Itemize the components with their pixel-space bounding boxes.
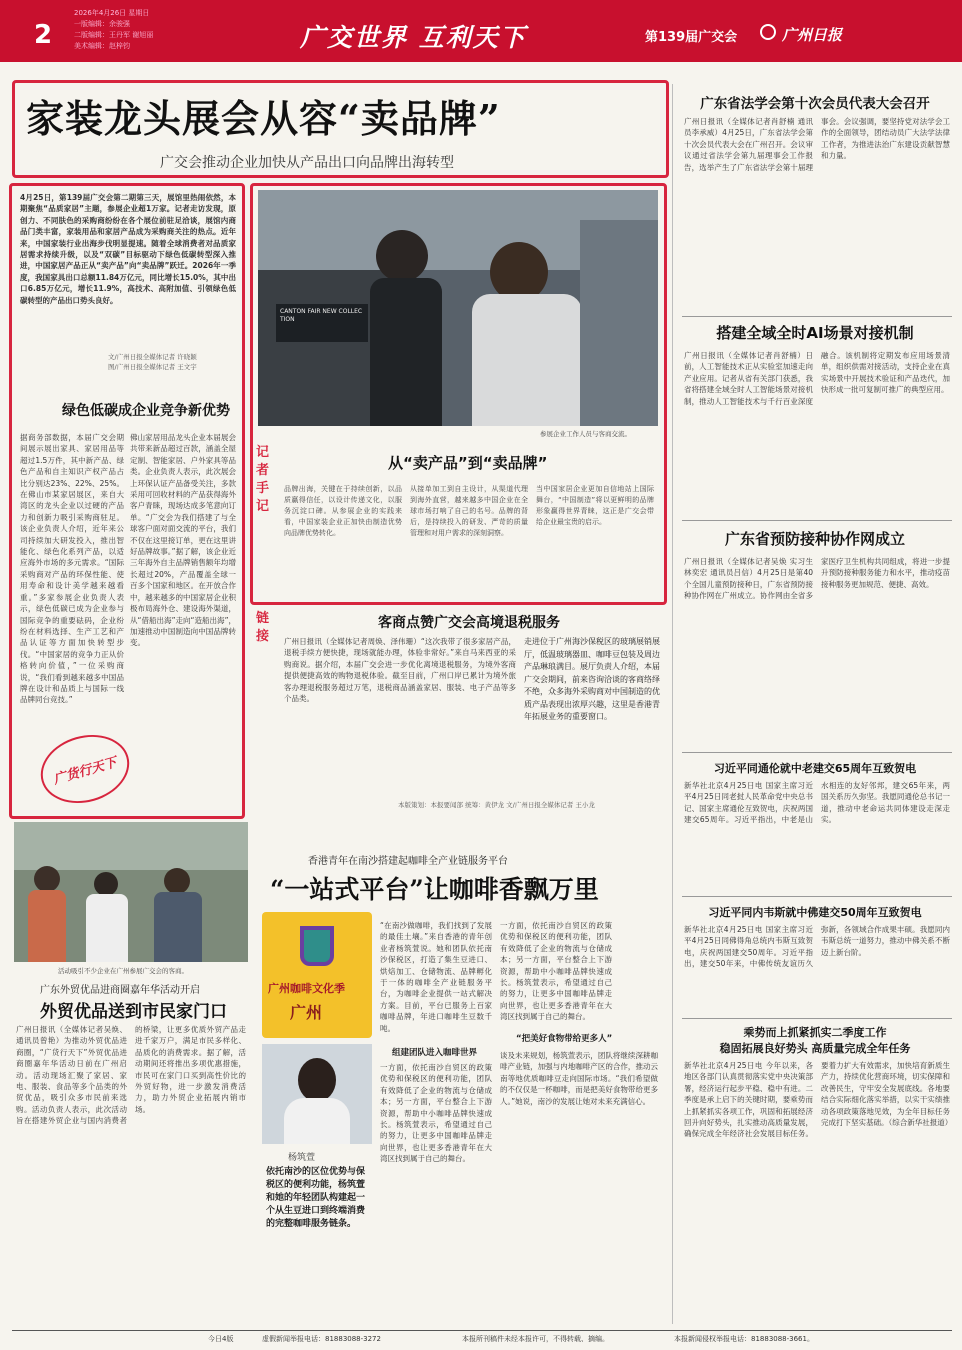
lead-intro: 4月25日，第139届广交会第二期第三天，展馆里热闹依然，本期聚焦“品质家居”主题，参展企业超1万家。记者走访发现，原创力、不同肤色的采购商纷纷在各个展位前驻足洽谈，展馆内商品门类丰富，家装用品和家居产品成为采购商关注的热点。近年来，中国家装行业出海步伐明显提速。随着全球消费者对品质家居需求持续升级，以及“双碳”目标驱动下绿色低碳转型深入推进，中国家居产品正从“卖产品”向“卖品牌”跃迁。2026年一季度，我国家具出口总额11.84万亿元，同比增长15.0%，其中出口6.85万亿元，增长11.9%，高技术、高附加值、引领绿色低碳转型的产品出口势头良好。 bbox=[20, 193, 236, 305]
trade-body: 广州日报讯（全媒体记者吴焕、通讯员曾艳）为推动外贸优品进商圈，“广货行天下”外贸优品进商圈嘉年华活动日前在广州启动。活动现场汇聚了家居、家电、服装、食品等多个品类的外贸优品，吸引众多市民前来选购。活动负责人表示，此次活动旨在搭建外贸企业与国内消费者的桥梁，让更多优质外贸产品走进千家万户，满足市民多样化、品质化的消费需求。据了解，活动期间还将推出多项优惠措施，市民可在家门口买到高性价比的外贸好物，进一步激发消费活力，助力外贸企业拓展内销市场。 bbox=[16, 1025, 246, 1126]
booth-sign bbox=[276, 304, 368, 342]
right-body: 广州日报讯（全媒体记者吴焕 实习生林奕宏 通讯员吕信）4月25日是第40个全国儿童预防接种日，广东省预防接种协作网在广州成立。协作网由全省多家医疗卫生机构共同组成，将进一步提升预防接种服务能力和水平，推动疫苗接种服务更加规范、便捷、高效。 bbox=[684, 557, 950, 601]
coffee-body: 一方面，依托南沙自贸区的政策优势和保税区的便利功能，团队有效降低了企业的物流与仓储成本；另一方面，平台整合上下游资源，帮助中小咖啡品牌快速成长。杨筑萱表示，希望通过自己的努力，让更多中国咖啡品牌走向世界，也让更多香港青年在大湾区找到属于自己的舞台。 bbox=[380, 1063, 492, 1164]
paper-name: 广州日报 bbox=[782, 26, 843, 44]
coffee-subhead: “把美好食物带给更多人” bbox=[516, 1034, 613, 1044]
reporter-note-label: 记者手记 bbox=[256, 445, 270, 514]
lead-col-2: 佛山家居用品龙头企业本届展会共带来新品超过百款，涵盖全屋定制、智能家居、户外家具等品类。企业负责人表示，此次展会上环保认证产品备受关注，多款采用可回收材料的产品获得海外客户青睐，现场达成多笔意向订单。“广交会为我们搭建了与全球客户面对面交流的平台，我们不仅在这里接订单，更在这里讲好品牌故事。”据了解，该企业近三年海外自主品牌销售额年均增长超过20%，产品覆盖全球一百多个国家和地区。在开放合作中，越来越多的中国家居企业积极布局海外仓、建设海外渠道，从“借船出海”走向“造船出海”，加速推动中国制造向中国品牌转变。 bbox=[130, 433, 236, 648]
lead-photo-caption: 参展企业工作人员与客商交流。 bbox=[540, 430, 631, 438]
footer-hotline: 虚假新闻举报电话：81883088-3272 bbox=[262, 1335, 381, 1343]
paper-logo-icon bbox=[760, 24, 776, 40]
right-headline: 搭建全域全时AI场景对接机制 bbox=[716, 324, 914, 342]
right-headline: 习近平同内韦斯就中佛建交50周年互致贺电 bbox=[708, 906, 922, 919]
coffee-badge-title: 广州咖啡文化季 bbox=[268, 982, 345, 995]
masthead-banner: 广交世界 互利天下 bbox=[300, 23, 527, 52]
link-right-col: 走进位于广州海沙保税区的玻璃展销展厅，低温玻璃器皿、咖啡豆包装及周边产品琳琅满目。展厅负责人介绍，本届广交会期间，前来咨询洽谈的客商络绎不绝，众多海外采购商对中国制造的优质产品表现出浓厚兴趣，这里是香港青年拓展业务的重要窗口。 bbox=[524, 637, 660, 721]
reporter-note-col: 品牌出海，关键在于持续创新，以品质赢得信任，以设计传递文化，以服务沉淀口碑。从参展企业的实践来看，中国家装企业正加快由制造优势向品牌优势转化。 bbox=[284, 485, 402, 537]
coffee-subhead: 组建团队进入咖啡世界 bbox=[392, 1048, 478, 1058]
trade-headline: 外贸优品送到市民家门口 bbox=[40, 1002, 227, 1022]
event-photo bbox=[14, 822, 248, 962]
right-body: 广州日报讯（全媒体记者肖舒楠）日前，人工智能技术正从实验室加速走向产业应用。记者从省有关部门获悉，我省将搭建全域全时人工智能场景对接机制，推动人工智能技术与千行百业深度融合。该机制将定期发布应用场景清单，组织供需对接活动，支持企业在真实场景中开展技术验证和产品迭代，加快形成一批可复制可推广的典型应用。 bbox=[684, 351, 950, 406]
link-label: 链接 bbox=[256, 611, 270, 644]
lead-headline: 家装龙头展会从容“卖品牌” bbox=[26, 96, 501, 141]
page-number: 2 bbox=[34, 20, 53, 50]
masthead-editor: 二版编辑：王丹军 谢旭丽 bbox=[74, 31, 154, 39]
right-headline: 稳固拓展良好势头 高质量完成全年任务 bbox=[719, 1042, 911, 1055]
right-headline: 广东省法学会第十次会员代表大会召开 bbox=[700, 96, 930, 112]
masthead-editor: 一版编辑：余骏强 bbox=[74, 20, 130, 28]
coffee-badge-sub: 广州 bbox=[290, 1003, 323, 1022]
coffee-cup-icon bbox=[300, 926, 334, 966]
coffee-body: 一方面，依托南沙自贸区的政策优势和保税区的便利功能，团队有效降低了企业的物流与仓储成本；另一方面，平台整合上下游资源，帮助中小咖啡品牌快速成长。杨筑萱表示，希望通过自己的努力，让更多中国咖啡品牌走向世界，也让更多香港青年在大湾区找到属于自己的舞台。 bbox=[500, 921, 612, 1022]
link-headline: 客商点赞广交会高境退税服务 bbox=[378, 615, 560, 631]
right-body: 广州日报讯（全媒体记者肖舒楠 通讯员李承威）4月25日，广东省法学会第十次会员代表大会在广州召开。会议审议通过省法学会第九届理事会工作报告，选举产生了广东省法学会第十届理事会。会议强调，要坚持党对法学会工作的全面领导，团结动员广大法学法律工作者，为推进法治广东建设贡献智慧和力量。 bbox=[684, 117, 950, 172]
reporter-note-col: 当中国家居企业更加自信地站上国际舞台，“中国制造”将以更鲜明的品牌形象赢得世界青睐，这正是广交会带给企业最宝贵的启示。 bbox=[536, 485, 654, 526]
right-body: 新华社北京4月25日电 国家主席习近平4月25日同佛得角总统内韦斯互致贺电，庆祝两国建交50周年。习近平指出，建交50年来，中佛传统友谊历久弥新，各领域合作成果丰硕。我愿同内韦斯总统一道努力，推动中佛关系不断迈上新台阶。 bbox=[684, 925, 950, 969]
right-headline: 习近平同通伦就中老建交65周年互致贺电 bbox=[713, 762, 917, 775]
right-headline: 乘势而上抓紧抓实二季度工作 bbox=[743, 1026, 887, 1039]
right-headline: 广东省预防接种协作网成立 bbox=[724, 530, 905, 548]
lead-section-head: 绿色低碳成企业竞争新优势 bbox=[62, 403, 230, 419]
coffee-kicker: 香港青年在南沙搭建起咖啡全产业链服务平台 bbox=[308, 856, 508, 867]
coffee-body: 谈及未来规划，杨筑萱表示，团队将继续深耕咖啡产业链，加强与内地咖啡产区的合作，推动云南等地优质咖啡豆走向国际市场。“我们希望做的不仅仅是一杯咖啡，而是把美好食物带给更多人。”她说，南沙的发展让她对未来充满信心。 bbox=[500, 1051, 658, 1106]
coffee-badge bbox=[262, 912, 372, 1038]
lead-photo bbox=[258, 190, 658, 426]
reporter-note-headline: 从“卖产品”到“卖品牌” bbox=[388, 454, 548, 472]
right-body: 新华社北京4月25日电 国家主席习近平4月25日同老挝人民革命党中央总书记、国家主席通伦互致贺电，庆祝两国建交65周年。习近平指出，中老是山水相连的友好邻邦，建交65年来，两国关系历久弥坚。我愿同通伦总书记一道，推动中老命运共同体建设走深走实。 bbox=[684, 781, 950, 825]
masthead-editor: 美术编辑：赵梓钧 bbox=[74, 42, 130, 50]
coffee-body: “在南沙做咖啡，我们找到了发展的最佳土壤。”来自香港的青年创业者杨筑萱说。她和团队依托南沙保税区，打造了集生豆进口、烘焙加工、仓储物流、品牌孵化于一体的咖啡全产业链服务平台，为咖啡企业提供一站式解决方案。目前，平台已服务上百家咖啡品牌，年进口咖啡生豆数千吨。 bbox=[380, 921, 492, 1033]
lead-byline: 图/广州日报全媒体记者 王文宇 bbox=[108, 363, 197, 371]
coffee-bio: 依托南沙的区位优势与保税区的便利功能，杨筑萱和她的年轻团队构建起一个从生豆进口到终端消费的完整咖啡服务链条。 bbox=[266, 1167, 366, 1229]
link-byline: 本版策划：本报要闻部 统筹：黄伊龙 文/广州日报全媒体记者 王小龙 bbox=[398, 801, 595, 809]
reporter-note-col: 从接单加工到自主设计，从渠道代理到海外直营，越来越多中国企业在全球市场打响了自己的名号。品牌的背后，是持续投入的研发、严苛的质量管理和对用户需求的深刻洞察。 bbox=[410, 485, 528, 537]
masthead bbox=[0, 0, 962, 62]
masthead-date: 2026年4月26日 星期日 bbox=[74, 9, 150, 17]
lead-col-1: 据商务部数据，本届广交会期间展示展出家具、家居用品等超过1.5万件，其中新产品、绿色产品和自主知识产权产品占比分别达23%、22%、25%。在佛山市某家居展区，来自大湾区的龙头企业以过硬的产品力和创新力吸引采购商驻足。该企业负责人介绍，近年来公司持续加大研发投入，推出智能化、绿色化系列产品，以适应海外市场的多元需求。“国际采购商对产品的环保性能、使用寿命和设计美学越来越看重。”多家参展企业负责人表示，绿色低碳已成为企业参与国际竞争的重要砝码，企业纷纷在材料选择、生产工艺和产品认证等方面加快转型步伐。“中国家居的竞争力正从价格转向价值，”一位采购商说，“我们看到越来越多中国品牌在设计和品质上与国际一线品牌同台竞技。” bbox=[20, 433, 124, 705]
masthead-edition: 第139届广交会 bbox=[645, 30, 738, 45]
coffee-headline: “一站式平台”让咖啡香飘万里 bbox=[270, 875, 599, 904]
event-photo-caption: 活动吸引不少企业在广州参展广交会的客商。 bbox=[58, 967, 188, 975]
stamp-text: 广货行天下 bbox=[51, 755, 119, 788]
right-body: 新华社北京4月25日电 今年以来，各地区各部门认真贯彻落实党中央决策部署，经济运行起步平稳、稳中有进。二季度是承上启下的关键时期，要乘势而上抓紧抓实各项工作，巩固和拓展经济回升向好势头，扎实推动高质量发展，确保完成全年经济社会发展目标任务。要着力扩大有效需求，加快培育新质生产力，持续优化营商环境，切实保障和改善民生，守牢安全发展底线。各地要结合实际细化落实举措，以实干实绩推动各项政策落地见效，为全年目标任务完成打下坚实基础。（综合新华社报道） bbox=[684, 1061, 953, 1139]
lead-byline: 文/广州日报全媒体记者 许晓颖 bbox=[108, 353, 197, 361]
lead-subhead: 广交会推动企业加快从产品出口向品牌出海转型 bbox=[160, 155, 454, 171]
footer-license: 本报新闻侵权举报电话：81883088-3661。 bbox=[674, 1335, 814, 1343]
footer-left: 今日4版 bbox=[208, 1335, 234, 1343]
trade-kicker: 广东外贸优品进商圈嘉年华活动开启 bbox=[40, 985, 200, 996]
portrait-photo bbox=[262, 1044, 372, 1144]
booth-label: CANTON FAIR NEW COLLECTION bbox=[280, 308, 363, 323]
portrait-name: 杨筑萱 bbox=[288, 1153, 316, 1163]
link-body: 广州日报讯（全媒体记者周焕、泽伟珊）“这次我带了很多家居产品，退税手续方便快捷，现场就能办理，体验非常好。”来自马来西亚的采购商说。据介绍，本届广交会进一步优化离境退税服务，为境外客商提供便捷高效的购物退税体验。截至目前，广州口岸已累计为境外旅客办理退税服务超过万笔，退税商品涵盖家居、服装、电子产品等多个品类。 bbox=[284, 637, 516, 704]
footer-notice: 本报所刊稿件未经本报许可，不得转载、摘编。 bbox=[462, 1335, 609, 1343]
